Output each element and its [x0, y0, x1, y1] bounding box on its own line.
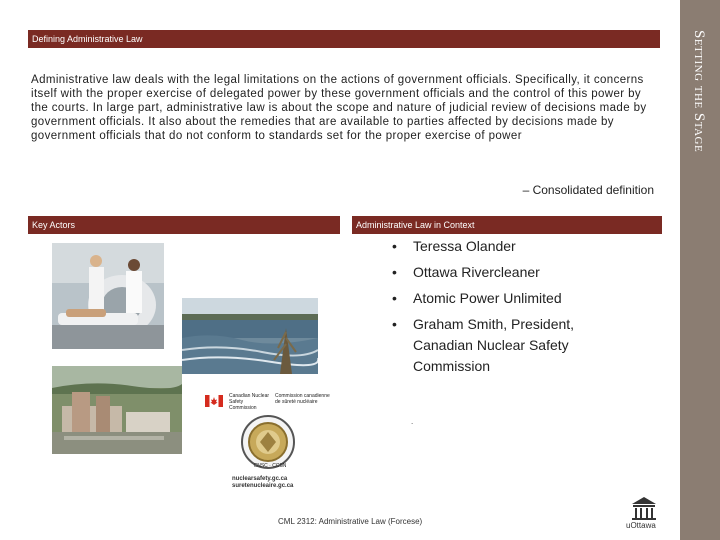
cnsc-url-en: nuclearsafety.gc.ca	[232, 476, 288, 482]
canada-flag-icon	[205, 395, 223, 407]
list-item: • Teressa Olander	[388, 236, 628, 257]
section-banner-defining: Defining Administrative Law	[28, 30, 660, 48]
list-item: • Atomic Power Unlimited	[388, 288, 628, 309]
placeholder-dot: .	[411, 417, 414, 426]
side-title: Setting the Stage	[691, 30, 707, 153]
medical-photo	[52, 243, 164, 349]
cnsc-url	[232, 476, 293, 490]
cnsc-url-fr: suretenucleaire.gc.ca	[232, 483, 294, 489]
cnsc-name-fr: Commission canadienne de sûreté nucléaire	[275, 393, 330, 405]
uottawa-logo-text: uOttawa	[626, 521, 656, 530]
cnsc-seal-label: CNSC · CCSN	[253, 463, 287, 469]
attribution: – Consolidated definition	[522, 183, 654, 197]
definition-text: Administrative law deals with the legal limitations on the actions of government officials. Specifically, it concerns itself with the proper exercise of delegated power by these government officials and the control of this power by the courts. In large part, administrative law is about the scope and nature of judicial review of decisions made by government officials. It also about the remedies that are available to parties affected by decisions made by government officials that do not conform to standards set for the proper exercise of power	[31, 74, 647, 142]
list-item: • Ottawa Rivercleaner	[388, 262, 628, 283]
list-item: • Graham Smith, President, Canadian Nuclear Safety Commission	[388, 314, 628, 377]
river-photo	[182, 298, 318, 374]
section-banner-context: Administrative Law in Context	[352, 216, 662, 234]
nuclear-plant-photo	[52, 366, 182, 454]
actor-list	[388, 236, 628, 382]
cnsc-name-en: Canadian Nuclear Safety Commission	[229, 393, 270, 411]
cnsc-seal-icon	[238, 414, 298, 470]
footer-course: CML 2312: Administrative Law (Forcese)	[278, 517, 423, 526]
section-banner-key-actors: Key Actors	[28, 216, 340, 234]
